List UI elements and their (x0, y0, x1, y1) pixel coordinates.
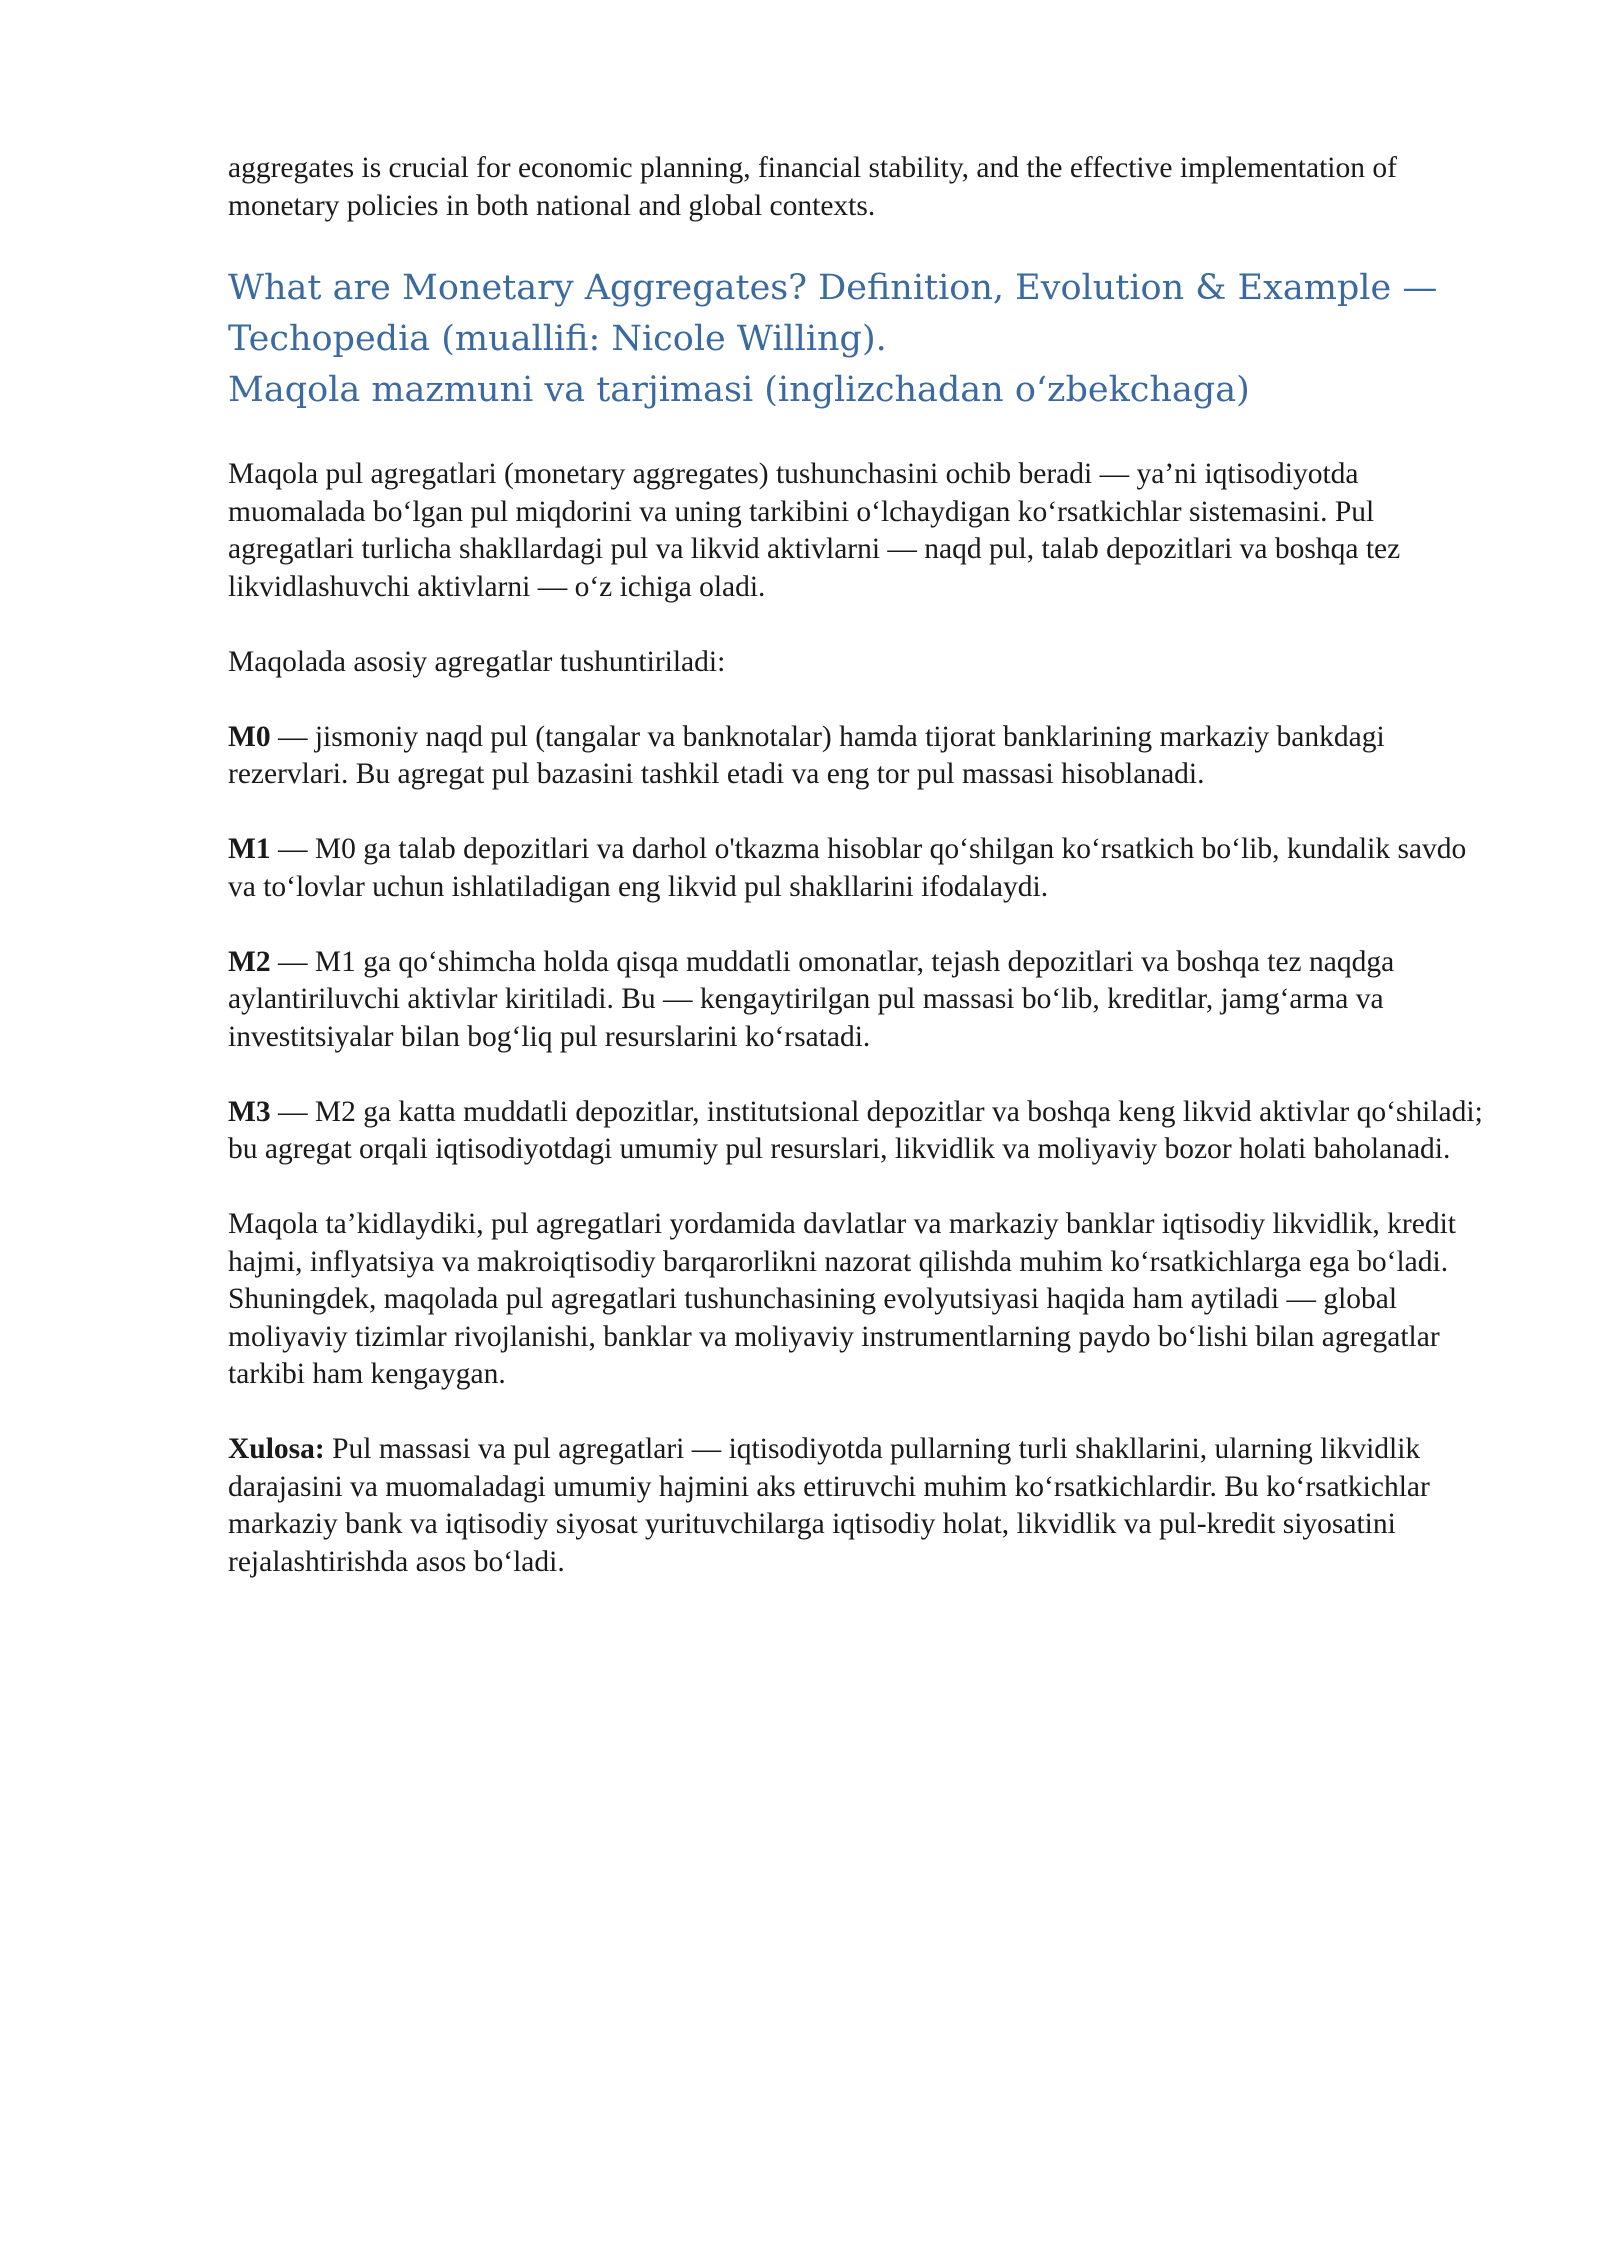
aggregates-intro: Maqolada asosiy agregatlar tushuntiriladi: (228, 645, 726, 678)
conclusion-label: Xulosa: (228, 1433, 325, 1465)
heading-line-1: What are Monetary Aggregates? Definition, Evolution & Example — (228, 268, 1438, 308)
conclusion-paragraph (228, 1431, 1488, 1581)
emphasis-paragraph: Maqola ta’kidlaydiki, pul agregatlari yordamida davlatlar va markaziy banklar iqtisodiy likvidlik, kredit hajmi, inflyatsiya va makroiqtisodiy barqarorlikni nazorat qilishda muhim ko‘rsatkichlarga ega bo‘ladi. Shuningdek, maqolada pul agregatlari tushunchasining evolyutsiyasi haqida ham aytiladi — global moliyaviy tizimlar rivojlanishi, banklar va moliyaviy instrumentlarning paydo bo‘lishi bilan agregatlar tarkibi ham kengaygan. (228, 1208, 1456, 1390)
aggregate-term: M1 (228, 833, 271, 865)
section-heading (228, 263, 1488, 416)
conclusion-text: Pul massasi va pul agregatlari — iqtisodiyotda pullarning turli shakllarini, ularning likvidlik darajasini va muomaladagi umumiy hajmini aks ettiruvchi muhim ko‘rsatkichlardir. Bu ko‘rsatkichlar markaziy bank va iqtisodiy siyosat yurituvchilarga iqtisodiy holat, likvidlik va pul-kredit siyosatini rejalashtirishda asos bo‘ladi. (228, 1433, 1430, 1578)
aggregate-m3 (228, 1094, 1488, 1169)
aggregate-m0 (228, 719, 1488, 794)
aggregate-m2 (228, 944, 1488, 1057)
heading-line-2: Techopedia (muallifi: Nicole Willing). (228, 319, 887, 359)
aggregate-m1 (228, 831, 1488, 906)
aggregate-description: — M0 ga talab depozitlari va darhol o'tkazma hisoblar qo‘shilgan ko‘rsatkich bo‘lib, kundalik savdo va to‘lovlar uchun ishlatiladigan eng likvid pul shakllarini ifodalaydi. (228, 833, 1467, 903)
summary-paragraph: Maqola pul agregatlari (monetary aggregates) tushunchasini ochib beradi — ya’ni iqtisodiyotda muomalada bo‘lgan pul miqdorini va uning tarkibini o‘lchaydigan ko‘rsatkichlar sistemasini. Pul agregatlari turlicha shakllardagi pul va likvid aktivlarni — naqd pul, talab depozitlari va boshqa tez likvidlashuvchi aktivlarni — o‘z ichiga oladi. (228, 458, 1401, 603)
aggregate-description: — M1 ga qo‘shimcha holda qisqa muddatli omonatlar, tejash depozitlari va boshqa tez naqdga aylantiriluvchi aktivlar kiritiladi. Bu — kengaytirilgan pul massasi bo‘lib, kreditlar, jamg‘arma va investitsiyalar bilan bog‘liq pul resurslarini ko‘rsatadi. (228, 945, 1395, 1053)
aggregate-term: M3 (228, 1095, 271, 1128)
aggregate-term: M0 (228, 720, 271, 753)
aggregate-description: — jismoniy naqd pul (tangalar va banknotalar) hamda tijorat banklarining markaziy bankdagi rezervlari. Bu agregat pul bazasini tashkil etadi va eng tor pul massasi hisoblanadi. (228, 720, 1385, 790)
aggregate-term: M2 (228, 945, 271, 978)
aggregate-description: — M2 ga katta muddatli depozitlar, institutsional depozitlar va boshqa keng likvid aktivlar qo‘shiladi; bu agregat orqali iqtisodiyotdagi umumiy pul resurslari, likvidlik va moliyaviy bozor holati baholanadi. (228, 1095, 1483, 1165)
heading-line-3: Maqola mazmuni va tarjimasi (inglizchadan o‘zbekchaga) (228, 370, 1250, 410)
intro-paragraph: aggregates is crucial for economic planning, financial stability, and the effective implementation of monetary policies in both national and global contexts. (228, 152, 1397, 222)
document-page (228, 150, 1488, 1581)
